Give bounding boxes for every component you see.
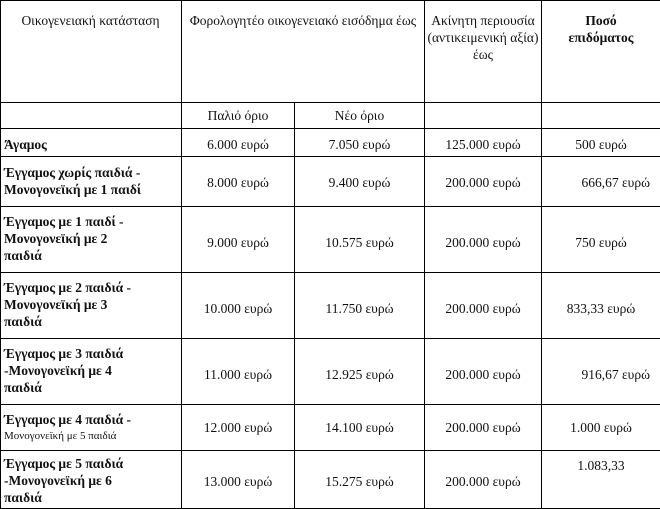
status-line: παιδιά — [4, 248, 42, 263]
cell-status — [0, 451, 182, 509]
status-line: Μονογονεϊκή με 3 — [4, 297, 108, 312]
cell-status — [0, 129, 182, 157]
table-row — [0, 273, 660, 339]
cell-old-limit: 10.000 ευρώ — [182, 273, 295, 339]
cell-old-limit: 12.000 ευρώ — [182, 405, 295, 451]
header-amount: Ποσό επιδόματος — [542, 0, 660, 103]
cell-property: 200.000 ευρώ — [425, 405, 542, 451]
table-row — [0, 129, 660, 157]
status-line: Έγγαμος με 3 παιδιά — [4, 346, 124, 361]
status-line: -Μονογονεϊκή με 6 — [4, 473, 112, 488]
cell-old-limit: 6.000 ευρώ — [182, 129, 295, 157]
status-line: Έγγαμος με 4 παιδιά - — [4, 412, 132, 427]
subheader-new-limit: Νέο όριο — [295, 103, 425, 129]
cell-property: 200.000 ευρώ — [425, 157, 542, 207]
status-line: Μονογονεϊκή με 5 παιδιά — [4, 430, 117, 442]
subheader-empty-status — [0, 103, 182, 129]
table-row — [0, 451, 660, 509]
status-line: Μονογονεϊκή με 2 — [4, 231, 108, 246]
cell-amount: 1.000 ευρώ — [542, 405, 660, 451]
cell-property: 125.000 ευρώ — [425, 129, 542, 157]
status-line: Έγγαμος με 1 παιδί - — [4, 214, 124, 229]
subheader-row — [0, 103, 660, 129]
table-row — [0, 405, 660, 451]
subheader-empty-amount — [542, 103, 660, 129]
status-line: παιδιά — [4, 490, 42, 505]
cell-amount: 1.083,33 — [542, 451, 660, 509]
status-line: παιδιά — [4, 380, 42, 395]
cell-amount: 833,33 ευρώ — [542, 273, 660, 339]
header-income: Φορολογητέο οικογενειακό εισόδημα έως — [182, 0, 425, 103]
cell-new-limit: 15.275 ευρώ — [295, 451, 425, 509]
table-row — [0, 157, 660, 207]
cell-old-limit: 8.000 ευρώ — [182, 157, 295, 207]
cell-old-limit: 9.000 ευρώ — [182, 207, 295, 273]
cell-property: 200.000 ευρώ — [425, 451, 542, 509]
cell-amount: 916,67 ευρώ — [542, 339, 660, 405]
status-line: Άγαμος — [4, 137, 47, 152]
cell-new-limit: 12.925 ευρώ — [295, 339, 425, 405]
status-line: παιδιά — [4, 314, 42, 329]
table-row — [0, 339, 660, 405]
cell-amount: 500 ευρώ — [542, 129, 660, 157]
cell-status — [0, 339, 182, 405]
subheader-empty-property — [425, 103, 542, 129]
cell-property: 200.000 ευρώ — [425, 207, 542, 273]
cell-new-limit: 10.575 ευρώ — [295, 207, 425, 273]
cell-property: 200.000 ευρώ — [425, 339, 542, 405]
cell-amount: 666,67 ευρώ — [542, 157, 660, 207]
cell-amount: 750 ευρώ — [542, 207, 660, 273]
status-line: -Μονογονεϊκή με 4 — [4, 363, 112, 378]
cell-property: 200.000 ευρώ — [425, 273, 542, 339]
header-property: Ακίνητη περιουσία (αντικειμενική αξία) έως — [425, 0, 542, 103]
cell-new-limit: 14.100 ευρώ — [295, 405, 425, 451]
cell-status — [0, 157, 182, 207]
status-line: Έγγαμος με 5 παιδιά — [4, 456, 124, 471]
table-row — [0, 207, 660, 273]
cell-new-limit: 9.400 ευρώ — [295, 157, 425, 207]
header-status: Οικογενειακή κατάσταση — [0, 0, 182, 103]
cell-status — [0, 273, 182, 339]
status-line: Έγγαμος με 2 παιδιά - — [4, 280, 132, 295]
cell-status — [0, 207, 182, 273]
subheader-old-limit: Παλιό όριο — [182, 103, 295, 129]
status-line: Έγγαμος χωρίς παιδιά - — [4, 165, 141, 180]
status-line: Μονογονεϊκή με 1 παιδί — [4, 182, 142, 197]
cell-status — [0, 405, 182, 451]
cell-old-limit: 13.000 ευρώ — [182, 451, 295, 509]
cell-old-limit: 11.000 ευρώ — [182, 339, 295, 405]
cell-new-limit: 11.750 ευρώ — [295, 273, 425, 339]
cell-new-limit: 7.050 ευρώ — [295, 129, 425, 157]
header-row — [0, 0, 660, 103]
